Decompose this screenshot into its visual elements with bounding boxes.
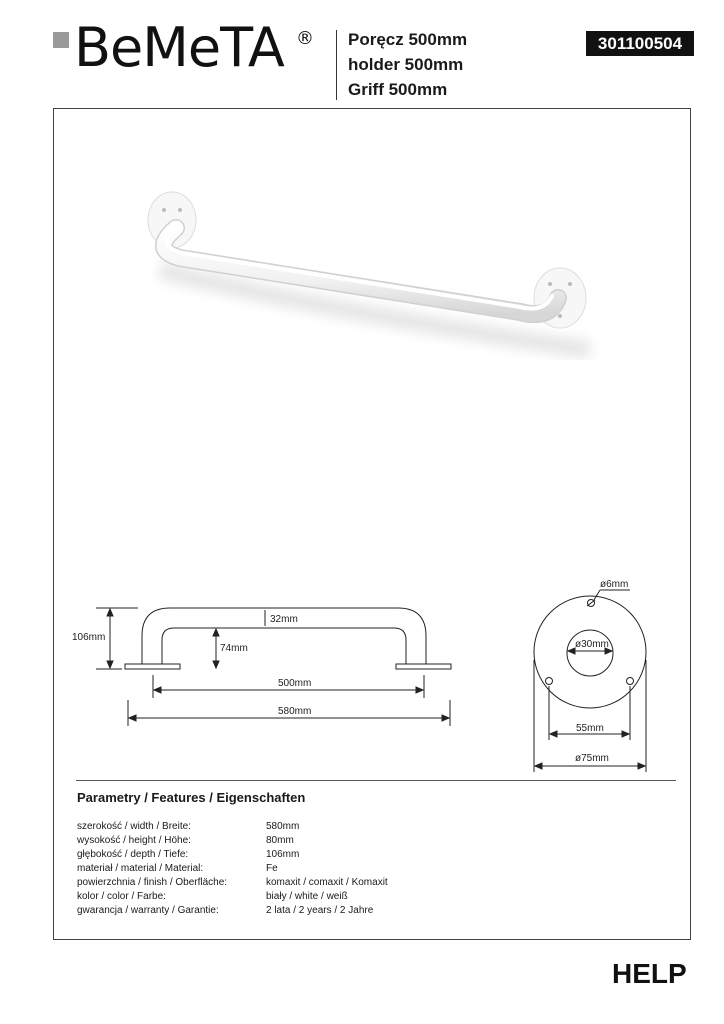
feature-label: kolor / color / Farbe: <box>77 891 166 902</box>
dim-inner-height: 74mm <box>220 643 248 654</box>
product-code: 301100504 <box>586 31 694 56</box>
registered-mark: ® <box>296 28 314 49</box>
feature-label: gwarancja / warranty / Garantie: <box>77 905 219 916</box>
dim-center-hole: ø30mm <box>575 639 609 650</box>
brand-logo: BeMeTA <box>74 16 284 79</box>
feature-value: 80mm <box>266 835 294 846</box>
dim-height-total: 106mm <box>72 632 106 643</box>
title-pl: Poręcz 500mm <box>348 30 468 49</box>
feature-row <box>77 876 388 890</box>
feature-value: Fe <box>266 863 278 874</box>
feature-row <box>77 890 388 904</box>
feature-value: biały / white / weiß <box>266 891 348 902</box>
feature-label: materiał / material / Material: <box>77 863 204 874</box>
feature-row <box>77 834 388 848</box>
dim-total-width: 580mm <box>278 706 312 717</box>
dim-inner-width: 500mm <box>278 678 312 689</box>
dim-screw-hole: ø6mm <box>600 579 629 590</box>
feature-label: powierzchnia / finish / Oberfläche: <box>77 877 228 888</box>
feature-value: 106mm <box>266 849 300 860</box>
feature-value: 2 lata / 2 years / 2 Jahre <box>266 905 374 916</box>
dim-hole-spacing: 55mm <box>576 723 604 734</box>
dim-flange-diameter: ø75mm <box>575 753 609 764</box>
features-table <box>77 820 388 918</box>
title-en: holder 500mm <box>348 55 464 74</box>
feature-label: wysokość / height / Höhe: <box>77 835 191 846</box>
feature-row <box>77 904 388 918</box>
feature-label: głębokość / depth / Tiefe: <box>77 849 189 860</box>
features-title: Parametry / Features / Eigenschaften <box>77 790 306 805</box>
feature-value: komaxit / comaxit / Komaxit <box>266 877 388 888</box>
feature-row <box>77 862 388 876</box>
feature-value: 580mm <box>266 821 300 832</box>
title-de: Griff 500mm <box>348 80 448 99</box>
features-divider <box>76 780 676 781</box>
feature-row <box>77 848 388 862</box>
series-name: HELP <box>612 958 687 989</box>
feature-label: szerokość / width / Breite: <box>77 821 191 832</box>
feature-row <box>77 820 388 834</box>
dim-tube-top: 32mm <box>270 614 298 625</box>
